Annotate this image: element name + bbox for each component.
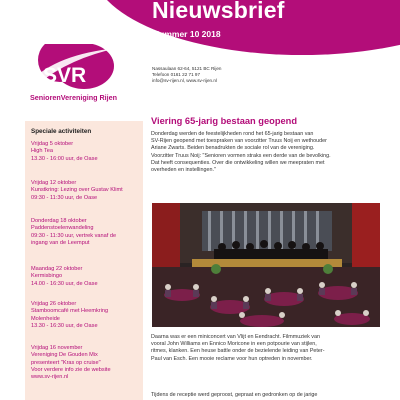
paragraph-line: Voorzitter Truus Noij: "Senioren vormen straks een derde van de bevolking. [151,152,331,159]
website-link[interactable]: www.sv-rijen.nl [31,374,69,381]
paragraph-line: Ariane Zwarts. Beiden benadrukten de sociale rol van de vereniging. [151,145,315,152]
article-paragraph-opening [151,131,377,174]
issue-number: Nummer 10 2018 [153,29,221,39]
activity-name: Kermisbingo [31,273,63,280]
address-block [152,66,221,84]
activity-name: High Tea [31,148,53,155]
activity-stamboomcafe [31,301,141,330]
paragraph-line: Donderdag werden de feestelijkheden rond het 65-jarig bestaan van [151,131,314,137]
activity-name: Stamboomcafé met Heemkring [31,308,109,315]
activity-date: Vrijdag 5 oktober [31,141,74,147]
activity-date: Maandag 22 oktober [31,266,83,272]
address-street: Nassaulaan 62-64, 5121 BC Rijen [152,66,222,71]
logo-name: SeniorenVereniging Rijen [30,93,118,102]
article-headline: Viering 65-jarig bestaan geopend [151,116,298,126]
newsletter-title: Nieuwsbrief [152,0,285,23]
photo-curtain-right [352,203,380,273]
activity-time: 14.00 - 16:30 uur, de Oase [31,280,98,287]
activity-paddenstoelenwandeling [31,218,141,247]
activity-name: Kunstkring: Lezing over Gustav Klimt [31,187,123,194]
activity-date: Vrijdag 16 november [31,345,83,351]
article-paragraph-reception [151,392,377,399]
paragraph-line: Tijdens de receptie werd geproost, gepraat en gedronken op de jarige [151,392,318,398]
activity-time: 09:30 - 11:30 uur, de Oase [31,194,98,201]
activity-gouden-mix [31,345,141,381]
activity-kunstkring [31,180,141,202]
activity-time: 13.30 - 16:30 uur, de Oase [31,322,98,329]
activity-name: Vereniging De Gouden Mix [31,352,98,359]
address-contact-links[interactable]: info@sv-rijen.nl, www.sv-rijen.nl [152,78,217,83]
activity-high-tea [31,141,141,163]
activity-kermisbingo [31,266,141,288]
activity-time: 09:30 - 11:30 uur, vertrek vanaf de [31,232,117,239]
paragraph-line: Dat heeft consequenties. Over die ontwikkeling willen we meepraten met [151,159,325,166]
activity-description: presenteert "Kras op cruise" [31,359,101,366]
paragraph-line: ritmes, klanken. Een heuse battle onder de bezielende leiding van Peter- [151,348,325,355]
activity-date: Donderdag 18 oktober [31,218,87,224]
logo-initials: SVR [43,64,87,87]
article-paragraph-concert [151,334,377,363]
address-phone: Telefoon 0161 22 71 97 [152,72,201,77]
activity-date: Vrijdag 12 oktober [31,180,77,186]
activity-date: Vrijdag 26 oktober [31,301,77,307]
sidebar-title: Speciale activiteiten [31,128,92,135]
paragraph-line: Paul van Esch. Een mooie reclame voor hun optreden in november. [151,355,313,362]
activity-name: Paddenstoelenwandeling [31,225,94,232]
paragraph-line: overheden en instellingen." [151,167,216,174]
photo-curtain-left [152,203,180,273]
event-photo [152,203,380,327]
activity-more-info: Voor verdere info zie de website [31,366,111,373]
paragraph-line: SV-Rijen geopend met toespraken van voorzitter Truus Noij en wethouder [151,138,327,145]
paragraph-line: Daarna was er een miniconcert van Vlijt en Eendracht. Filmmuziek van [151,334,320,340]
activity-name-continued: Molenheide [31,315,60,322]
activity-location: ingang van de Leemput [31,239,90,246]
activity-time: 13.30 - 16:00 uur, de Oase [31,155,98,162]
paragraph-line: vooral John Williams en Ennico Moricone in een potpourie van stijlen, [151,341,317,348]
special-activities-sidebar [25,121,143,400]
